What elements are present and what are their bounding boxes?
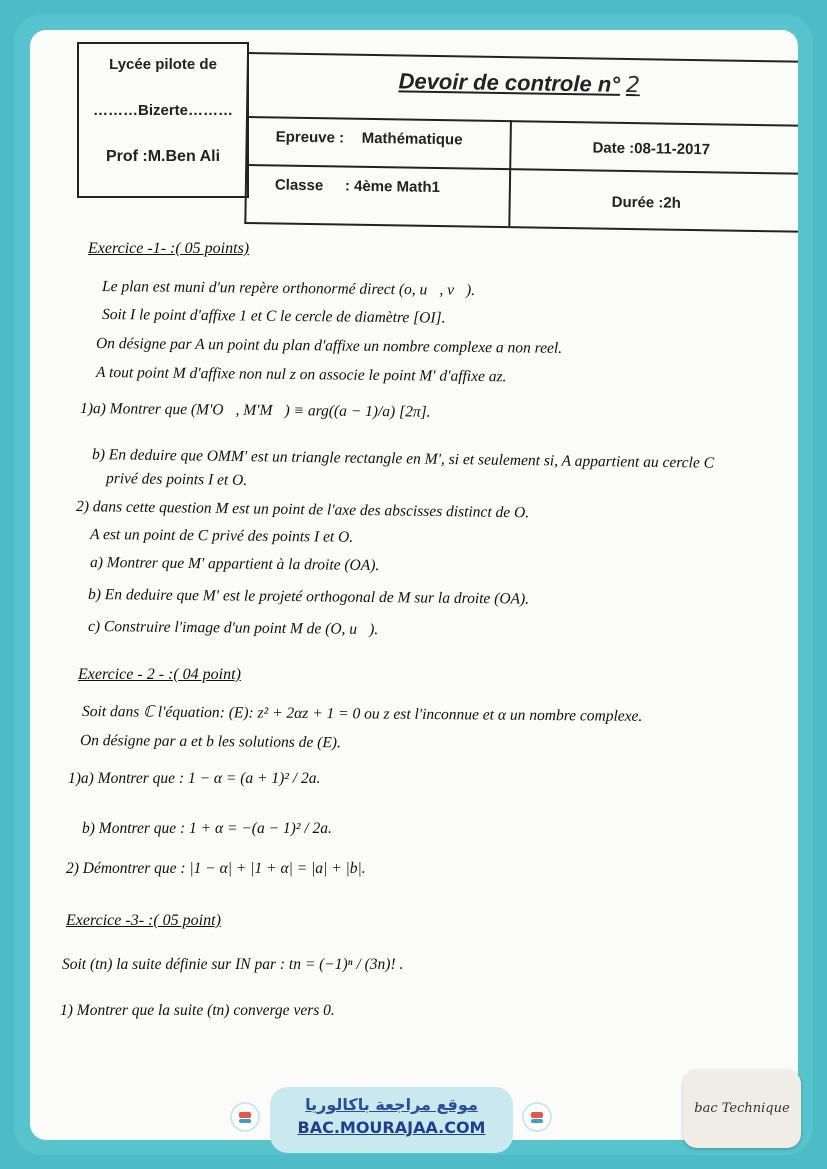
ex1-line: A tout point M d'affixe non nul z on associe le point M' d'affixe az. — [95, 364, 507, 386]
ex2-question-1b: b) Montrer que : 1 + α = −(a − 1)² / 2a. — [82, 820, 332, 837]
exam-sheet — [30, 30, 798, 1140]
site-logo-right — [524, 1104, 550, 1130]
ex1-question-2b: b) En deduire que M' est le projeté orthogonal de M sur la droite (OA). — [87, 586, 530, 608]
ex1-question-2a: a) Montrer que M' appartient à la droite (OA). — [89, 554, 380, 575]
ex2-question-2: 2) Démontrer que : |1 − α| + |1 + α| = |a| + |b|. — [66, 860, 366, 877]
ex1-question-1a: 1)a) Montrer que (M'O⃗, M'M⃗) ≡ arg((a − 1)/a) [2π]. — [79, 400, 431, 421]
school-box — [77, 42, 249, 198]
school-name-line2: ………Bizerte……… — [92, 102, 234, 119]
site-name-arabic: موقع مراجعة باكالوريا — [305, 1095, 478, 1114]
exam-title — [398, 68, 640, 98]
exam-number: 2 — [625, 72, 641, 99]
exercise2-title: Exercice - 2 - :( 04 point) — [78, 666, 241, 683]
exam-duration: Durée :2h — [611, 193, 681, 212]
site-logo-left — [232, 1104, 258, 1130]
ex2-line: On désigne par a et b les solutions de (E). — [79, 732, 341, 752]
ex1-question-2: 2) dans cette question M est un point de l'axe des abscisses distinct de O. — [75, 498, 530, 522]
subject-value: Mathématique — [361, 129, 463, 149]
ex1-question-2c: c) Construire l'image d'un point M de (O, u⃗). — [87, 618, 379, 639]
exam-date: Date :08-11-2017 — [592, 139, 711, 159]
exam-info-box — [244, 52, 798, 233]
ex1-line: Le plan est muni d'un repère orthonormé direct (o, u⃗, v⃗). — [101, 278, 476, 299]
class-value: : 4ème Math1 — [344, 177, 441, 197]
ex2-line: Soit dans ℂ l'équation: (E): z² + 2αz + 1 = 0 ou z est l'inconnue et α un nombre complexe. — [81, 703, 643, 725]
exercise1-title: Exercice -1- :( 05 points) — [88, 240, 250, 257]
site-banner[interactable] — [270, 1087, 513, 1153]
exam-title-text: Devoir de controle n° — [398, 68, 621, 97]
ex2-question-1a: 1)a) Montrer que : 1 − α = (a + 1)² / 2a. — [68, 770, 321, 787]
ex1-line: Soit I le point d'affixe 1 et C le cercle de diamètre [OI]. — [101, 306, 446, 327]
class-label: Classe — [274, 176, 324, 195]
school-name-line1: Lycée pilote de — [109, 56, 217, 73]
site-url[interactable]: BAC.MOURAJAA.COM — [297, 1118, 486, 1137]
ex1-line: A est un point de C privé des points I et O. — [89, 526, 354, 546]
ex1-line: On désigne par A un point du plan d'affixe un nombre complexe a non reel. — [95, 335, 563, 357]
exercise3-title: Exercice -3- :( 05 point) — [66, 912, 221, 929]
subject-label: Epreuve : — [275, 128, 345, 147]
bac-technique-badge: bac Technique — [683, 1070, 801, 1148]
ex1-question-1b: b) En deduire que OMM' est un triangle rectangle en M', si et seulement si, A appartient au cercle C — [91, 446, 715, 472]
ex3-definition: Soit (tn) la suite définie sur IN par : tn = (−1)ⁿ / (3n)! . — [62, 956, 404, 973]
teacher-name: Prof :M.Ben Ali — [105, 148, 221, 165]
ex3-question-1: 1) Montrer que la suite (tn) converge vers 0. — [60, 1002, 335, 1019]
ex1-line: privé des points I et O. — [105, 470, 248, 489]
